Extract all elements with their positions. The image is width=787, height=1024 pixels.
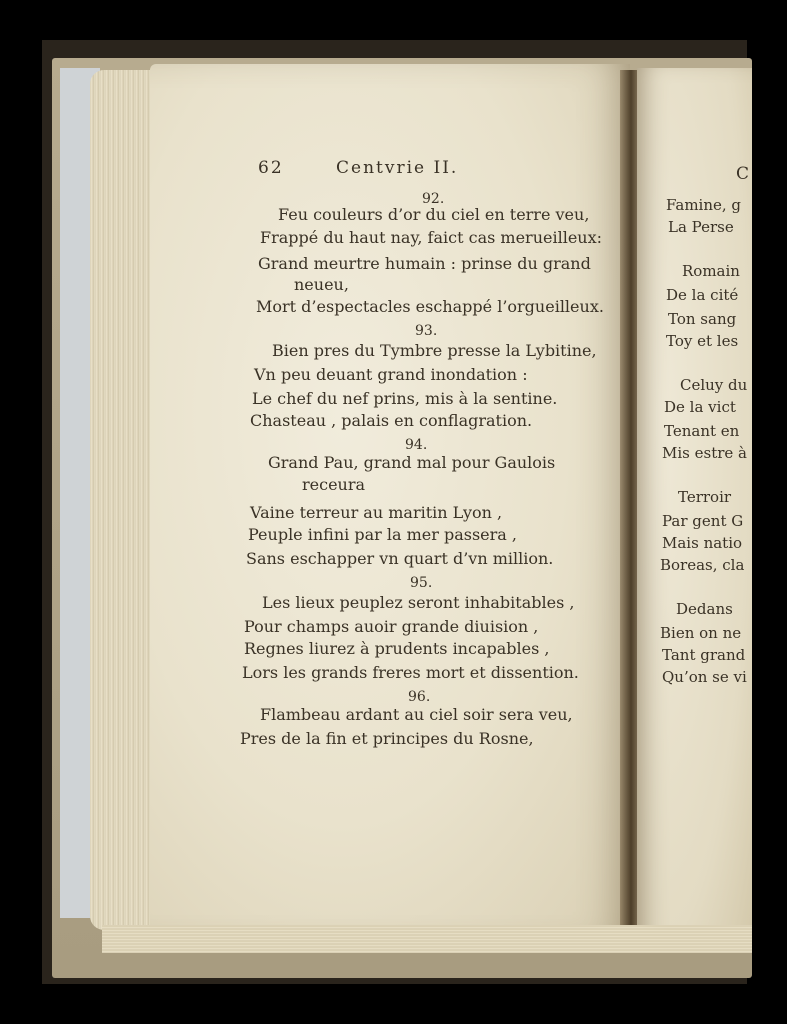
verse-line: Pour champs auoir grande diuision , (244, 617, 539, 636)
verse-line: De la vict (664, 398, 736, 416)
stanza-number: 92. (422, 191, 445, 207)
verse-line: Mort d’espectacles eschappé l’orgueilleux. (256, 297, 604, 316)
verse-line: Sans eschapper vn quart d’vn million. (246, 549, 554, 568)
verse-line: Boreas, cla (660, 556, 745, 574)
verse-line: Mais natio (662, 534, 743, 552)
verse-line: La Perse (668, 218, 734, 236)
verse-line: receura (302, 475, 366, 494)
running-head: Centvrie II. (336, 158, 459, 178)
stanza-number: 94. (405, 437, 428, 453)
verse-line: Frappé du haut nay, faict cas merueilleux: (260, 228, 603, 247)
verse-line: De la cité (666, 286, 739, 304)
verse-line: Mis estre à (662, 444, 747, 462)
verse-line: Bien pres du Tymbre presse la Lybitine, (272, 341, 597, 360)
verse-line: Grand Pau, grand mal pour Gaulois (268, 453, 556, 472)
folio-number: 62 (258, 158, 284, 178)
verse-line: Feu couleurs d’or du ciel en terre veu, (278, 205, 590, 224)
verse-line: Romain (682, 262, 740, 280)
verse-line: Toy et les (666, 332, 739, 350)
verse-line: Ton sang (668, 310, 737, 328)
verse-line: Les lieux peuplez seront inhabitables , (262, 593, 575, 612)
verse-line: Regnes liurez à prudents incapables , (244, 639, 550, 658)
right-running-head: C (736, 164, 752, 184)
verse-line: Par gent G (662, 512, 744, 530)
stanza-number: 93. (415, 323, 438, 339)
verse-line: Le chef du nef prins, mis à la sentine. (252, 389, 558, 408)
verse-line: Pres de la fin et principes du Rosne, (240, 729, 534, 748)
verse-line: Tant grand (662, 646, 746, 664)
verse-line: Dedans (676, 600, 733, 618)
verse-line: Tenant en (664, 422, 740, 440)
verse-line: Lors les grands freres mort et dissention. (242, 663, 579, 682)
stanza-number: 96. (408, 689, 431, 705)
stanza-number: 95. (410, 575, 433, 591)
verse-line: Peuple infini par la mer passera , (248, 525, 517, 544)
verse-line: Vaine terreur au maritin Lyon , (250, 503, 503, 522)
verse-line: Vn peu deuant grand inondation : (254, 365, 528, 384)
verse-line: Qu’on se vi (662, 668, 747, 686)
verse-line: Bien on ne (660, 624, 742, 642)
verse-line: Terroir (678, 488, 732, 506)
verse-line: Grand meurtre humain : prinse du grand (258, 254, 591, 273)
verse-line: Chasteau , palais en conflagration. (250, 411, 533, 430)
verse-line: neueu, (294, 275, 349, 294)
verse-line: Famine, g (666, 196, 742, 214)
verse-line: Celuy du (680, 376, 748, 394)
verse-line: Flambeau ardant au ciel soir sera veu, (260, 705, 573, 724)
